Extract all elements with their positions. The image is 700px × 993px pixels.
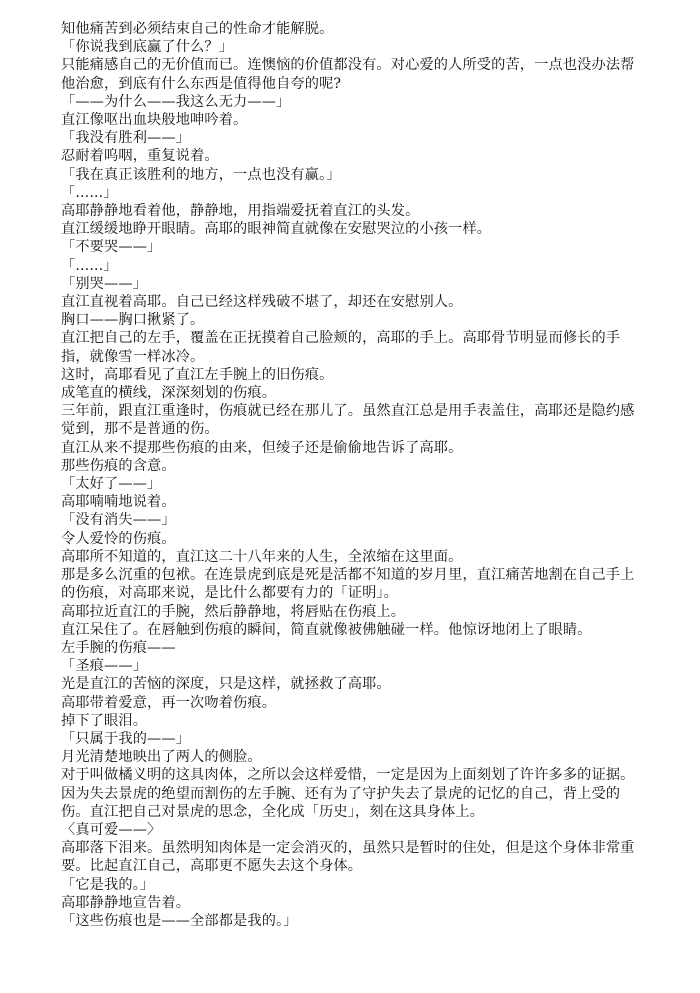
paragraph: 高耶带着爱意，再一次吻着伤痕。 xyxy=(61,694,277,711)
paragraph: 「太好了——」 xyxy=(61,476,162,493)
paragraph: 对于叫做橘义明的这具肉体，之所以会这样爱惜，一定是因为上面刻划了许许多多的证据。因为失去景虎的绝望而割伤的左手腕、还有为了守护失去了景虎的记忆的自己，背上受的伤。直江把自己对景虎的思念，全化成「历史」，刻在这具身体上。 xyxy=(61,767,635,820)
paragraph: 光是直江的苦恼的深度，只是这样，就拯救了高耶。 xyxy=(61,676,391,693)
paragraph: 忍耐着呜咽，重复说着。 xyxy=(61,148,219,165)
paragraph: 「我没有胜利——」 xyxy=(61,130,191,147)
paragraph: 成笔直的横线，深深刻划的伤痕。 xyxy=(61,385,277,402)
paragraph: 知他痛苦到必须结束自己的性命才能解脱。 xyxy=(61,21,334,37)
paragraph: 胸口——胸口揪紧了。 xyxy=(61,312,205,329)
paragraph: 「没有消失——」 xyxy=(61,512,176,529)
paragraph: 直江直视着高耶。自己已经这样残破不堪了，却还在安慰别人。 xyxy=(61,294,463,311)
paragraph: 「......」 xyxy=(61,257,118,274)
paragraph: 令人爱怜的伤痕。 xyxy=(61,530,176,547)
paragraph: 「只属于我的——」 xyxy=(61,730,191,747)
paragraph: 「圣痕——」 xyxy=(61,658,148,675)
paragraph: 〈真可爱——〉 xyxy=(61,821,162,838)
body-text xyxy=(61,20,641,930)
paragraph: 直江从来不提那些伤痕的由来，但绫子还是偷偷地告诉了高耶。 xyxy=(61,439,463,456)
paragraph: 高耶落下泪来。虽然明知肉体是一定会消灭的，虽然只是暂时的住处，但是这个身体非常重要。比起直江自己，高耶更不愿失去这个身体。 xyxy=(61,840,635,875)
paragraph: 掉下了眼泪。 xyxy=(61,712,148,729)
paragraph: 高耶喃喃地说着。 xyxy=(61,494,176,511)
paragraph: 高耶所不知道的，直江这二十八年来的人生，全浓缩在这里面。 xyxy=(61,548,463,565)
paragraph: 「别哭——」 xyxy=(61,275,148,292)
paragraph: 高耶静静地看着他，静静地，用指端爱抚着直江的头发。 xyxy=(61,203,420,220)
paragraph: 三年前，跟直江重逢时，伤痕就已经在那儿了。虽然直江总是用手表盖住，高耶还是隐约感觉到，那不是普通的伤。 xyxy=(61,403,635,438)
paragraph: 直江缓缓地睁开眼睛。高耶的眼神简直就像在安慰哭泣的小孩一样。 xyxy=(61,221,492,238)
paragraph: 「不要哭——」 xyxy=(61,239,162,256)
paragraph: 「这些伤痕也是——全部都是我的。」 xyxy=(61,912,298,929)
paragraph: 「——为什么——我这么无力——」 xyxy=(61,93,291,110)
paragraph: 「你说我到底赢了什么？」 xyxy=(61,39,234,56)
paragraph: 「它是我的。」 xyxy=(61,876,155,893)
paragraph: 左手腕的伤痕—— xyxy=(61,639,176,656)
paragraph: 直江呆住了。在唇触到伤痕的瞬间，简直就像被佛触碰一样。他惊讶地闭上了眼睛。 xyxy=(61,621,592,638)
paragraph: 这时，高耶看见了直江左手腕上的旧伤痕。 xyxy=(61,366,334,383)
paragraph: 只能痛感自己的无价值而已。连懊恼的价值都没有。对心爱的人所受的苦，一点也没办法帮他治愈，到底有什么东西是值得他自夸的呢? xyxy=(61,57,635,92)
paragraph: 月光清楚地映出了两人的侧脸。 xyxy=(61,749,262,766)
paragraph: 那是多么沉重的包袱。在连景虎到底是死是活都不知道的岁月里，直江痛苦地割在自己手上的伤痕，对高耶来说，是比什么都要有力的「证明」。 xyxy=(61,567,635,602)
paragraph: 直江把自己的左手，覆盖在正抚摸着自己脸颊的，高耶的手上。高耶骨节明显而修长的手指，就像雪一样冰冷。 xyxy=(61,330,621,365)
paragraph: 「......」 xyxy=(61,184,118,201)
paragraph: 高耶静静地宣告着。 xyxy=(61,894,191,911)
paragraph: 「我在真正该胜利的地方，一点也没有赢。」 xyxy=(61,166,341,183)
paragraph: 高耶拉近直江的手腕，然后静静地，将唇贴在伤痕上。 xyxy=(61,603,406,620)
paragraph: 那些伤痕的含意。 xyxy=(61,457,176,474)
paragraph: 直江像呕出血块般地呻吟着。 xyxy=(61,112,248,129)
